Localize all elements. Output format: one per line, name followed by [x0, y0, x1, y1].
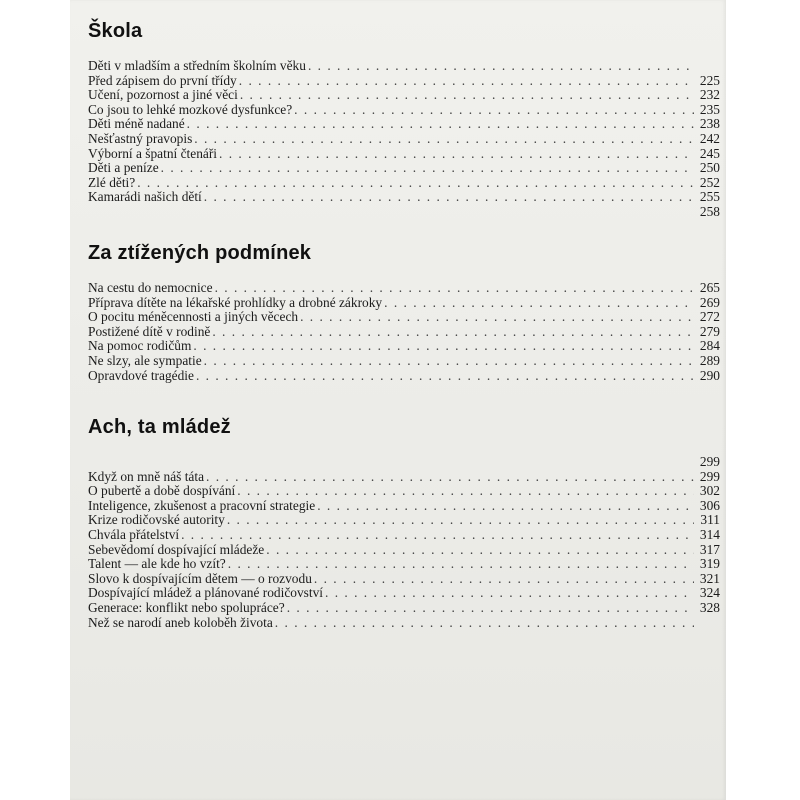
entry-title: Příprava dítěte na lékařské prohlídky a drobné zákroky: [88, 294, 383, 310]
dot-leader: [300, 310, 694, 325]
dot-leader: [187, 117, 694, 132]
entry-title: Ne slzy, ale sympatie: [88, 352, 202, 368]
entry-page: 317: [699, 541, 720, 557]
toc-entry: [88, 513, 720, 528]
toc-entry: [88, 176, 720, 191]
dot-leader: [317, 499, 694, 514]
entry-title: Na pomoc rodičům: [88, 338, 192, 354]
entry-title: Opravdové tragédie: [88, 367, 194, 383]
toc-entry: [88, 543, 720, 558]
entry-title: O pubertě a době dospívání: [88, 483, 236, 499]
entry-title: Postižené dítě v rodině: [88, 323, 211, 339]
entry-title: Nešťastný pravopis: [88, 130, 193, 146]
entry-page: 311: [700, 512, 720, 528]
entry-title: Inteligence, zkušenost a pracovní strategie: [88, 497, 316, 513]
entry-title: O pocitu méněcennosti a jiných věcech: [88, 309, 299, 325]
entry-page: 302: [699, 483, 720, 499]
entry-title: Zlé děti?: [88, 174, 136, 190]
entry-page: 299: [699, 454, 720, 469]
toc-entry: [88, 601, 720, 616]
toc-entry: [88, 325, 720, 340]
dot-leader: [237, 484, 694, 499]
entry-page: 314: [699, 526, 720, 542]
entry-title: Co jsou to lehké mozkové dysfunkce?: [88, 101, 293, 117]
dot-leader: [228, 557, 694, 572]
entry-title: Chvála přátelství: [88, 526, 180, 542]
entry-page: 289: [699, 352, 720, 368]
toc-entry: [88, 147, 720, 162]
dot-leader: [239, 74, 694, 89]
entry-page: 238: [699, 116, 720, 132]
entry-page: 250: [699, 160, 720, 176]
entry-title: Sebevědomí dospívající mládeže: [88, 541, 265, 557]
toc-entry: [88, 339, 720, 354]
toc-entry: [88, 586, 720, 601]
toc-entry: [88, 88, 720, 103]
toc-entry: [88, 557, 720, 572]
dot-leader: [194, 132, 694, 147]
toc-section-ach-ta-mladez: [88, 414, 720, 630]
entry-page: 321: [699, 570, 720, 586]
entry-page: 252: [699, 174, 720, 190]
entry-page: 265: [699, 280, 720, 295]
entry-title: Talent — ale kde ho vzít?: [88, 556, 226, 572]
entry-page: 232: [699, 87, 720, 103]
dot-leader: [287, 601, 694, 616]
toc-entry: [88, 484, 720, 499]
entry-page: 255: [699, 189, 720, 205]
entry-page: 290: [699, 367, 720, 383]
dot-leader: [161, 161, 694, 176]
entry-page: 284: [699, 338, 720, 354]
entry-page: 245: [699, 145, 720, 161]
entry-title: Na cestu do nemocnice: [88, 280, 213, 295]
dot-leader: [314, 572, 694, 587]
section-heading: Za ztížených podmínek: [88, 242, 312, 264]
entry-page: 319: [699, 556, 720, 572]
toc-entry: [88, 470, 720, 485]
entry-title: Krize rodičovské autority: [88, 512, 225, 528]
dot-leader: [196, 369, 694, 384]
toc-entry: [88, 103, 720, 118]
toc-entry: [88, 161, 720, 176]
dot-leader: [204, 190, 694, 205]
toc-entry: [88, 572, 720, 587]
toc-entry: [88, 354, 720, 369]
dot-leader: [219, 147, 694, 162]
book-page: [70, 0, 726, 800]
toc-entry: [88, 59, 720, 74]
entry-title: Dospívající mládež a plánované rodičovství: [88, 585, 324, 601]
entry-page: 328: [699, 599, 720, 615]
dot-leader: [275, 616, 694, 631]
entry-title: Kamarádi našich dětí: [88, 189, 202, 205]
dot-leader: [181, 528, 694, 543]
toc-entry: [88, 499, 720, 514]
entry-page: 324: [699, 585, 720, 601]
entry-page: 235: [699, 101, 720, 117]
dot-leader: [240, 88, 694, 103]
dot-leader: [215, 281, 694, 296]
toc-entry: [88, 616, 720, 631]
entry-page: 306: [699, 497, 720, 513]
entry-page: 279: [699, 323, 720, 339]
dot-leader: [137, 176, 694, 191]
toc-entry: [88, 132, 720, 147]
section-heading: Škola: [88, 20, 143, 42]
dot-leader: [206, 470, 694, 485]
toc-entry: [88, 296, 720, 311]
dot-leader: [227, 513, 694, 528]
dot-leader: [204, 354, 694, 369]
section-heading: Ach, ta mládež: [88, 416, 231, 438]
toc-entry: [88, 455, 720, 470]
toc-entry: [88, 528, 720, 543]
toc-entry: [88, 281, 720, 296]
entry-page: 242: [699, 130, 720, 146]
toc-entry: [88, 117, 720, 132]
entry-title: Když on mně náš táta: [88, 468, 205, 484]
dot-leader: [266, 543, 694, 558]
toc-entry: [88, 310, 720, 325]
entry-title: Děti méně nadané: [88, 116, 185, 132]
toc-entry: [88, 205, 720, 220]
dot-leader: [325, 586, 694, 601]
entry-title: Děti a peníze: [88, 160, 159, 176]
toc-section-za-ztizenych-podminek: [88, 240, 720, 383]
dot-leader: [193, 339, 694, 354]
toc-section-skola: [88, 18, 720, 220]
entry-title: Děti v mladším a středním školním věku: [88, 58, 306, 73]
dot-leader: [294, 103, 694, 118]
entry-title: Před zápisem do první třídy: [88, 72, 237, 88]
entry-title: Učení, pozornost a jiné věci: [88, 87, 238, 103]
entry-page: 272: [699, 309, 720, 325]
entry-title: Než se narodí aneb koloběh života: [88, 614, 273, 630]
entry-page: 258: [699, 203, 720, 219]
dot-leader: [384, 296, 694, 311]
dot-leader: [308, 59, 694, 74]
toc-entry: [88, 369, 720, 384]
entry-title: Výborní a špatní čtenáři: [88, 145, 218, 161]
toc-entry: [88, 190, 720, 205]
dot-leader: [212, 325, 694, 340]
entry-page: 299: [699, 468, 720, 484]
entry-page: 225: [699, 72, 720, 88]
entry-page: 269: [699, 294, 720, 310]
entry-title: Generace: konflikt nebo spolupráce?: [88, 599, 285, 615]
toc-entry: [88, 74, 720, 89]
entry-title: Slovo k dospívajícím dětem — o rozvodu: [88, 570, 312, 586]
